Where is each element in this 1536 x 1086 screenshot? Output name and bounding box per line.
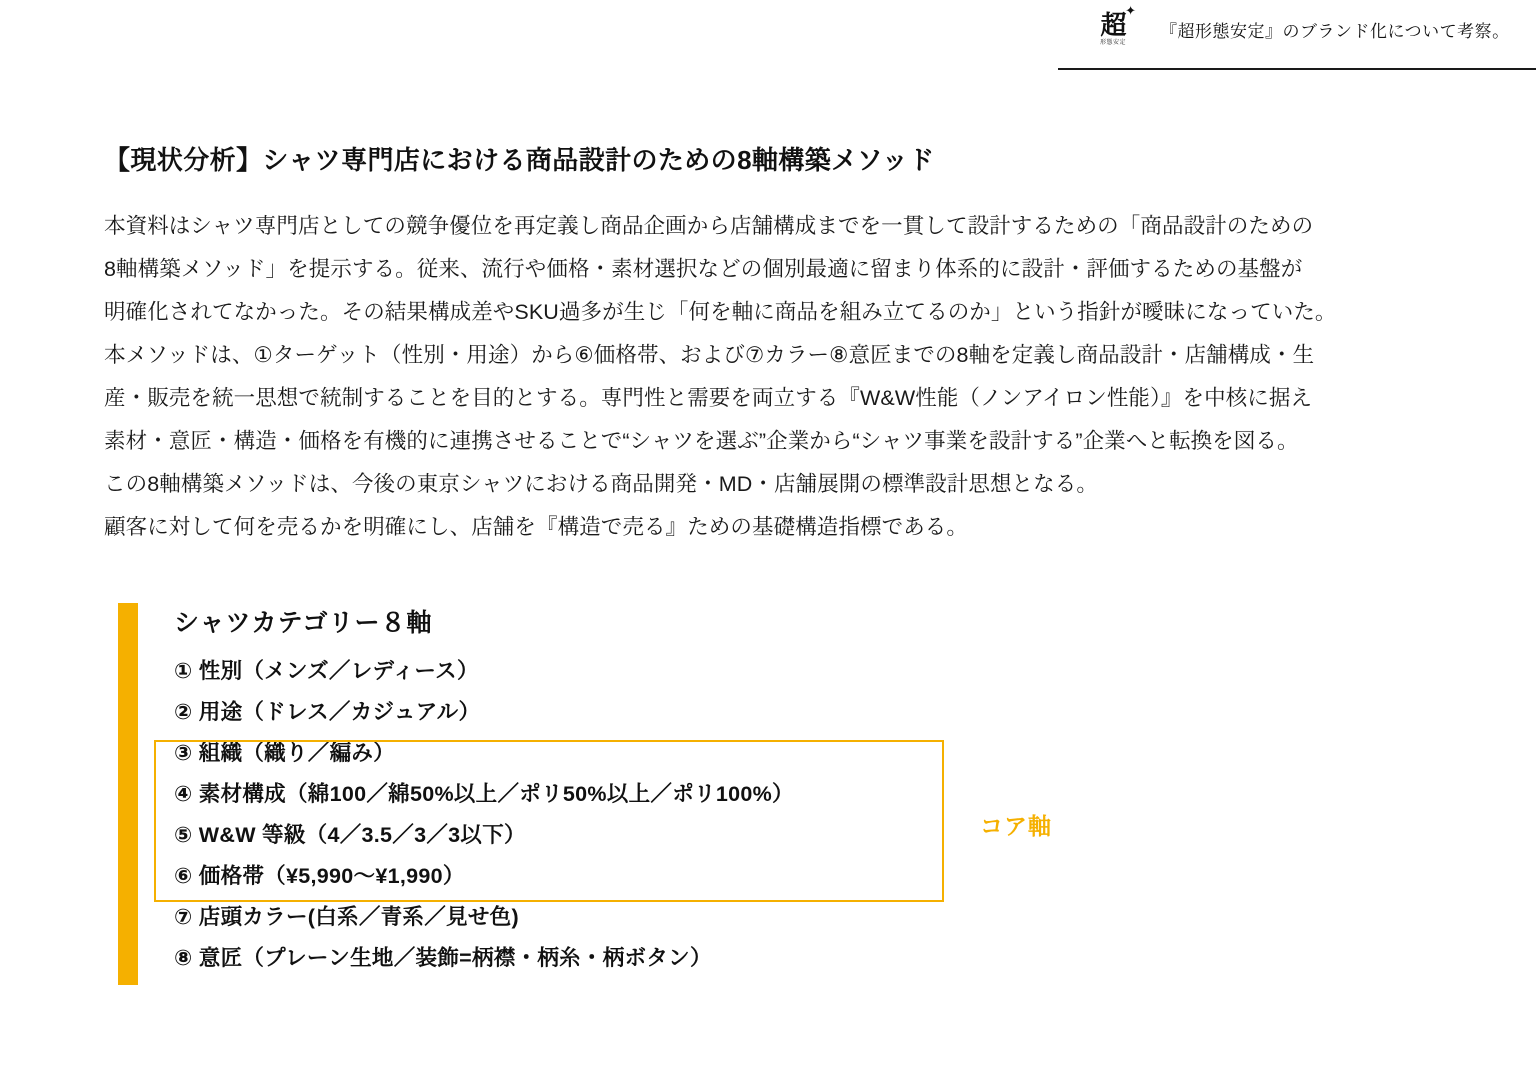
axis-section-heading: シャツカテゴリー８軸 xyxy=(174,609,433,637)
body-line: 明確化されてなかった。その結果構成差やSKU過多が生じ「何を軸に商品を組み立てるのか」という指針が曖昧になっていた。 xyxy=(104,300,1337,324)
header-divider xyxy=(1058,68,1536,70)
axis-item-7: ⑦ 店頭カラー(白系／青系／見せ色) xyxy=(174,905,519,929)
body-line: 本メソッドは、①ターゲット（性別・用途）から⑥価格帯、および⑦カラー⑧意匠までの8軸を定義し商品設計・店舗構成・生 xyxy=(104,343,1315,367)
axis-list xyxy=(174,651,1078,979)
body-line: 素材・意匠・構造・価格を有機的に連携させることで“シャツを選ぶ”企業から“シャツ事業を設計する”企業へと転換を図る。 xyxy=(104,429,1299,453)
axis-item-2: ② 用途（ドレス／カジュアル） xyxy=(174,700,481,724)
axis-item-5: ⑤ W&W 等級（4／3.5／3／3以下） xyxy=(174,823,526,847)
page-title: 【現状分析】シャツ専門店における商品設計のための8軸構築メソッド xyxy=(104,145,935,176)
body-copy xyxy=(104,205,1504,549)
body-line: 8軸構築メソッド」を提示する。従来、流行や価格・素材選択などの個別最適に留まり体系的に設計・評価するための基盤が xyxy=(104,257,1303,281)
axis-item-8: ⑧ 意匠（プレーン生地／装飾=柄襟・柄糸・柄ボタン） xyxy=(174,946,712,970)
header-tagline: 『超形態安定』のブランド化について考察。 xyxy=(1160,21,1510,41)
document-header xyxy=(1058,0,1536,72)
axis-section xyxy=(118,603,1078,979)
axis-item-4: ④ 素材構成（綿100／綿50%以上／ポリ50%以上／ポリ100%） xyxy=(174,782,794,806)
brand-logo xyxy=(1084,3,1142,46)
sparkle-icon: ✦ xyxy=(1125,3,1136,18)
brand-logo-subtext: 形態安定 xyxy=(1099,40,1126,46)
brand-logo-mark: 超 xyxy=(1100,10,1126,40)
axis-item-1: ① 性別（メンズ／レディース） xyxy=(174,659,479,683)
body-line: 顧客に対して何を売るかを明確にし、店舗を『構造で売る』ための基礎構造指標である。 xyxy=(104,515,969,539)
body-line: 産・販売を統一思想で統制することを目的とする。専門性と需要を両立する『W&W性能（ノンアイロン性能）』を中核に据え xyxy=(104,386,1313,410)
body-line: この8軸構築メソッドは、今後の東京シャツにおける商品開発・MD・店舗展開の標準設計思想となる。 xyxy=(104,472,1098,496)
axis-item-3: ③ 組織（織り／編み） xyxy=(174,741,395,765)
core-axis-label: コア軸 xyxy=(980,813,1052,839)
accent-bar xyxy=(118,603,138,985)
body-line: 本資料はシャツ専門店としての競争優位を再定義し商品企画から店舗構成までを一貫して設計するための「商品設計のための xyxy=(104,214,1314,238)
axis-item-6: ⑥ 価格帯（¥5,990〜¥1,990） xyxy=(174,864,465,888)
